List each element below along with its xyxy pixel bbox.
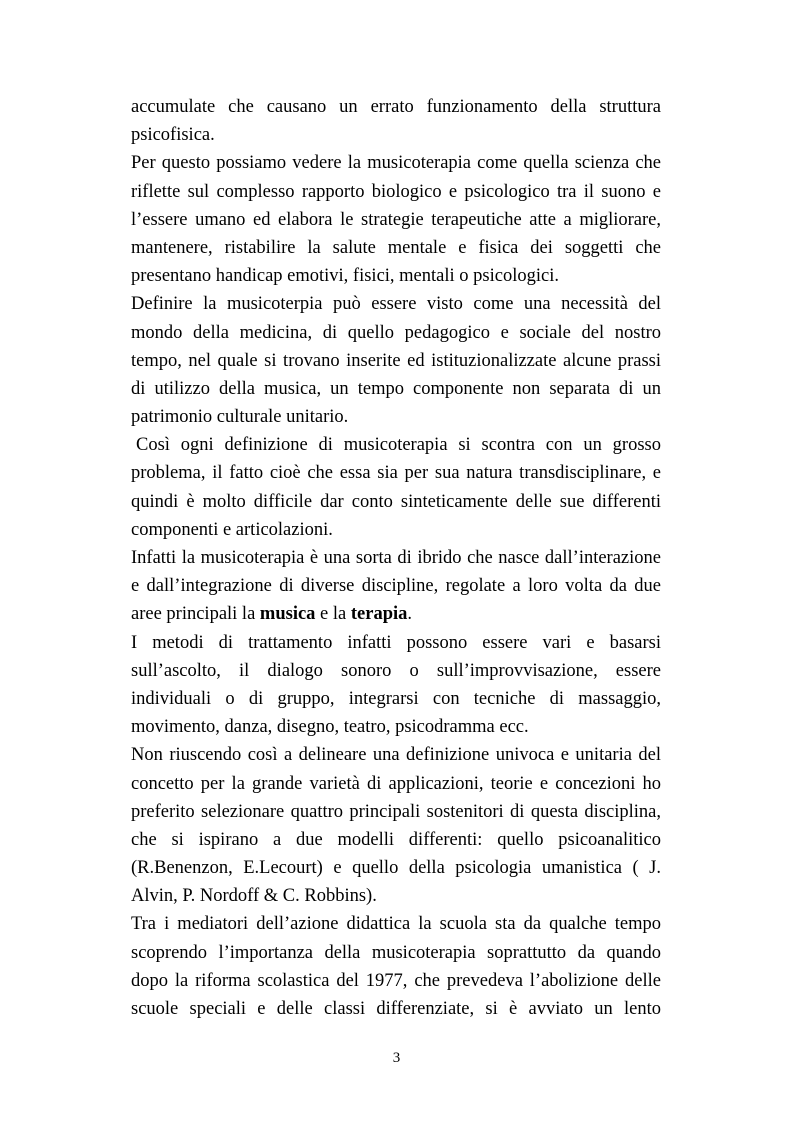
text-line: patrimonio culturale unitario.	[131, 407, 349, 428]
text-line: mantenere, ristabilire la salute mentale e fisica dei soggetti che	[131, 237, 661, 258]
text-line: concetto per la grande varietà di applicazioni, teorie e concezioni ho	[131, 773, 661, 794]
text-line: riflette sul complesso rapporto biologico e psicologico tra il suono e	[131, 181, 661, 202]
text-line: accumulate che causano un errato funzionamento della struttura	[131, 97, 661, 117]
text-line: movimento, danza, disegno, teatro, psicodramma ecc.	[131, 717, 529, 738]
body-text	[131, 93, 661, 1023]
text-line: componenti e articolazioni.	[131, 519, 333, 540]
text-line: scoprendo l’importanza della musicoterapia soprattutto da quando	[131, 942, 661, 963]
text-line: preferito selezionare quattro principali sostenitori di questa disciplina,	[131, 801, 661, 822]
text-line: individuali o di gruppo, integrarsi con tecniche di massaggio,	[131, 688, 661, 709]
text-line: Infatti la musicoterapia è una sorta di ibrido che nasce dall’interazione	[131, 548, 661, 568]
text-line: Per questo possiamo vedere la musicoterapia come quella scienza che	[131, 153, 661, 174]
text-line: Alvin, P. Nordoff & C. Robbins).	[131, 886, 377, 907]
text-line: quindi è molto difficile dar conto sinteticamente delle sue differenti	[131, 491, 661, 512]
text-line: scuole speciali e delle classi differenziate, si è avviato un lento	[131, 999, 661, 1019]
text-line: psicofisica.	[131, 125, 215, 146]
text-line: (R.Benenzon, E.Lecourt) e quello della psicologia umanistica ( J.	[131, 858, 661, 879]
text-line: l’essere umano ed elabora le strategie terapeutiche atte a migliorare,	[131, 209, 661, 230]
text-line: Tra i mediatori dell’azione didattica la scuola sta da qualche tempo	[131, 914, 661, 935]
bold-term: musica	[259, 604, 316, 625]
text-line: e dall’integrazione di diverse discipline, regolate a loro volta da due	[131, 576, 661, 597]
text-line: di utilizzo della musica, un tempo componente non separata di un	[131, 378, 661, 399]
text-line: dopo la riforma scolastica del 1977, che prevedeva l’abolizione delle	[131, 970, 661, 991]
text-span: aree principali la	[131, 604, 260, 625]
text-line: che si ispirano a due modelli differenti: quello psicoanalitico	[131, 829, 661, 850]
text-line: sull’ascolto, il dialogo sonoro o sull’improvvisazione, essere	[131, 660, 661, 681]
text-line: presentano handicap emotivi, fisici, mentali o psicologici.	[131, 266, 559, 287]
text-line: I metodi di trattamento infatti possono essere vari e basarsi	[131, 632, 661, 653]
bold-term: terapia	[350, 604, 408, 625]
text-line	[131, 600, 661, 628]
text-line: Così ogni definizione di musicoterapia si scontra con un grosso	[136, 435, 661, 456]
page-number: 3	[392, 1050, 401, 1066]
text-line: mondo della medicina, di quello pedagogico e sociale del nostro	[131, 322, 661, 343]
text-span: e la	[315, 604, 351, 625]
text-line: Definire la musicoterpia può essere visto come una necessità del	[131, 294, 661, 315]
text-line: problema, il fatto cioè che essa sia per sua natura transdisciplinare, e	[131, 463, 661, 484]
text-span: .	[407, 604, 412, 625]
text-line: tempo, nel quale si trovano inserite ed istituzionalizzate alcune prassi	[131, 350, 661, 371]
text-line: Non riuscendo così a delineare una definizione univoca e unitaria del	[131, 745, 661, 766]
